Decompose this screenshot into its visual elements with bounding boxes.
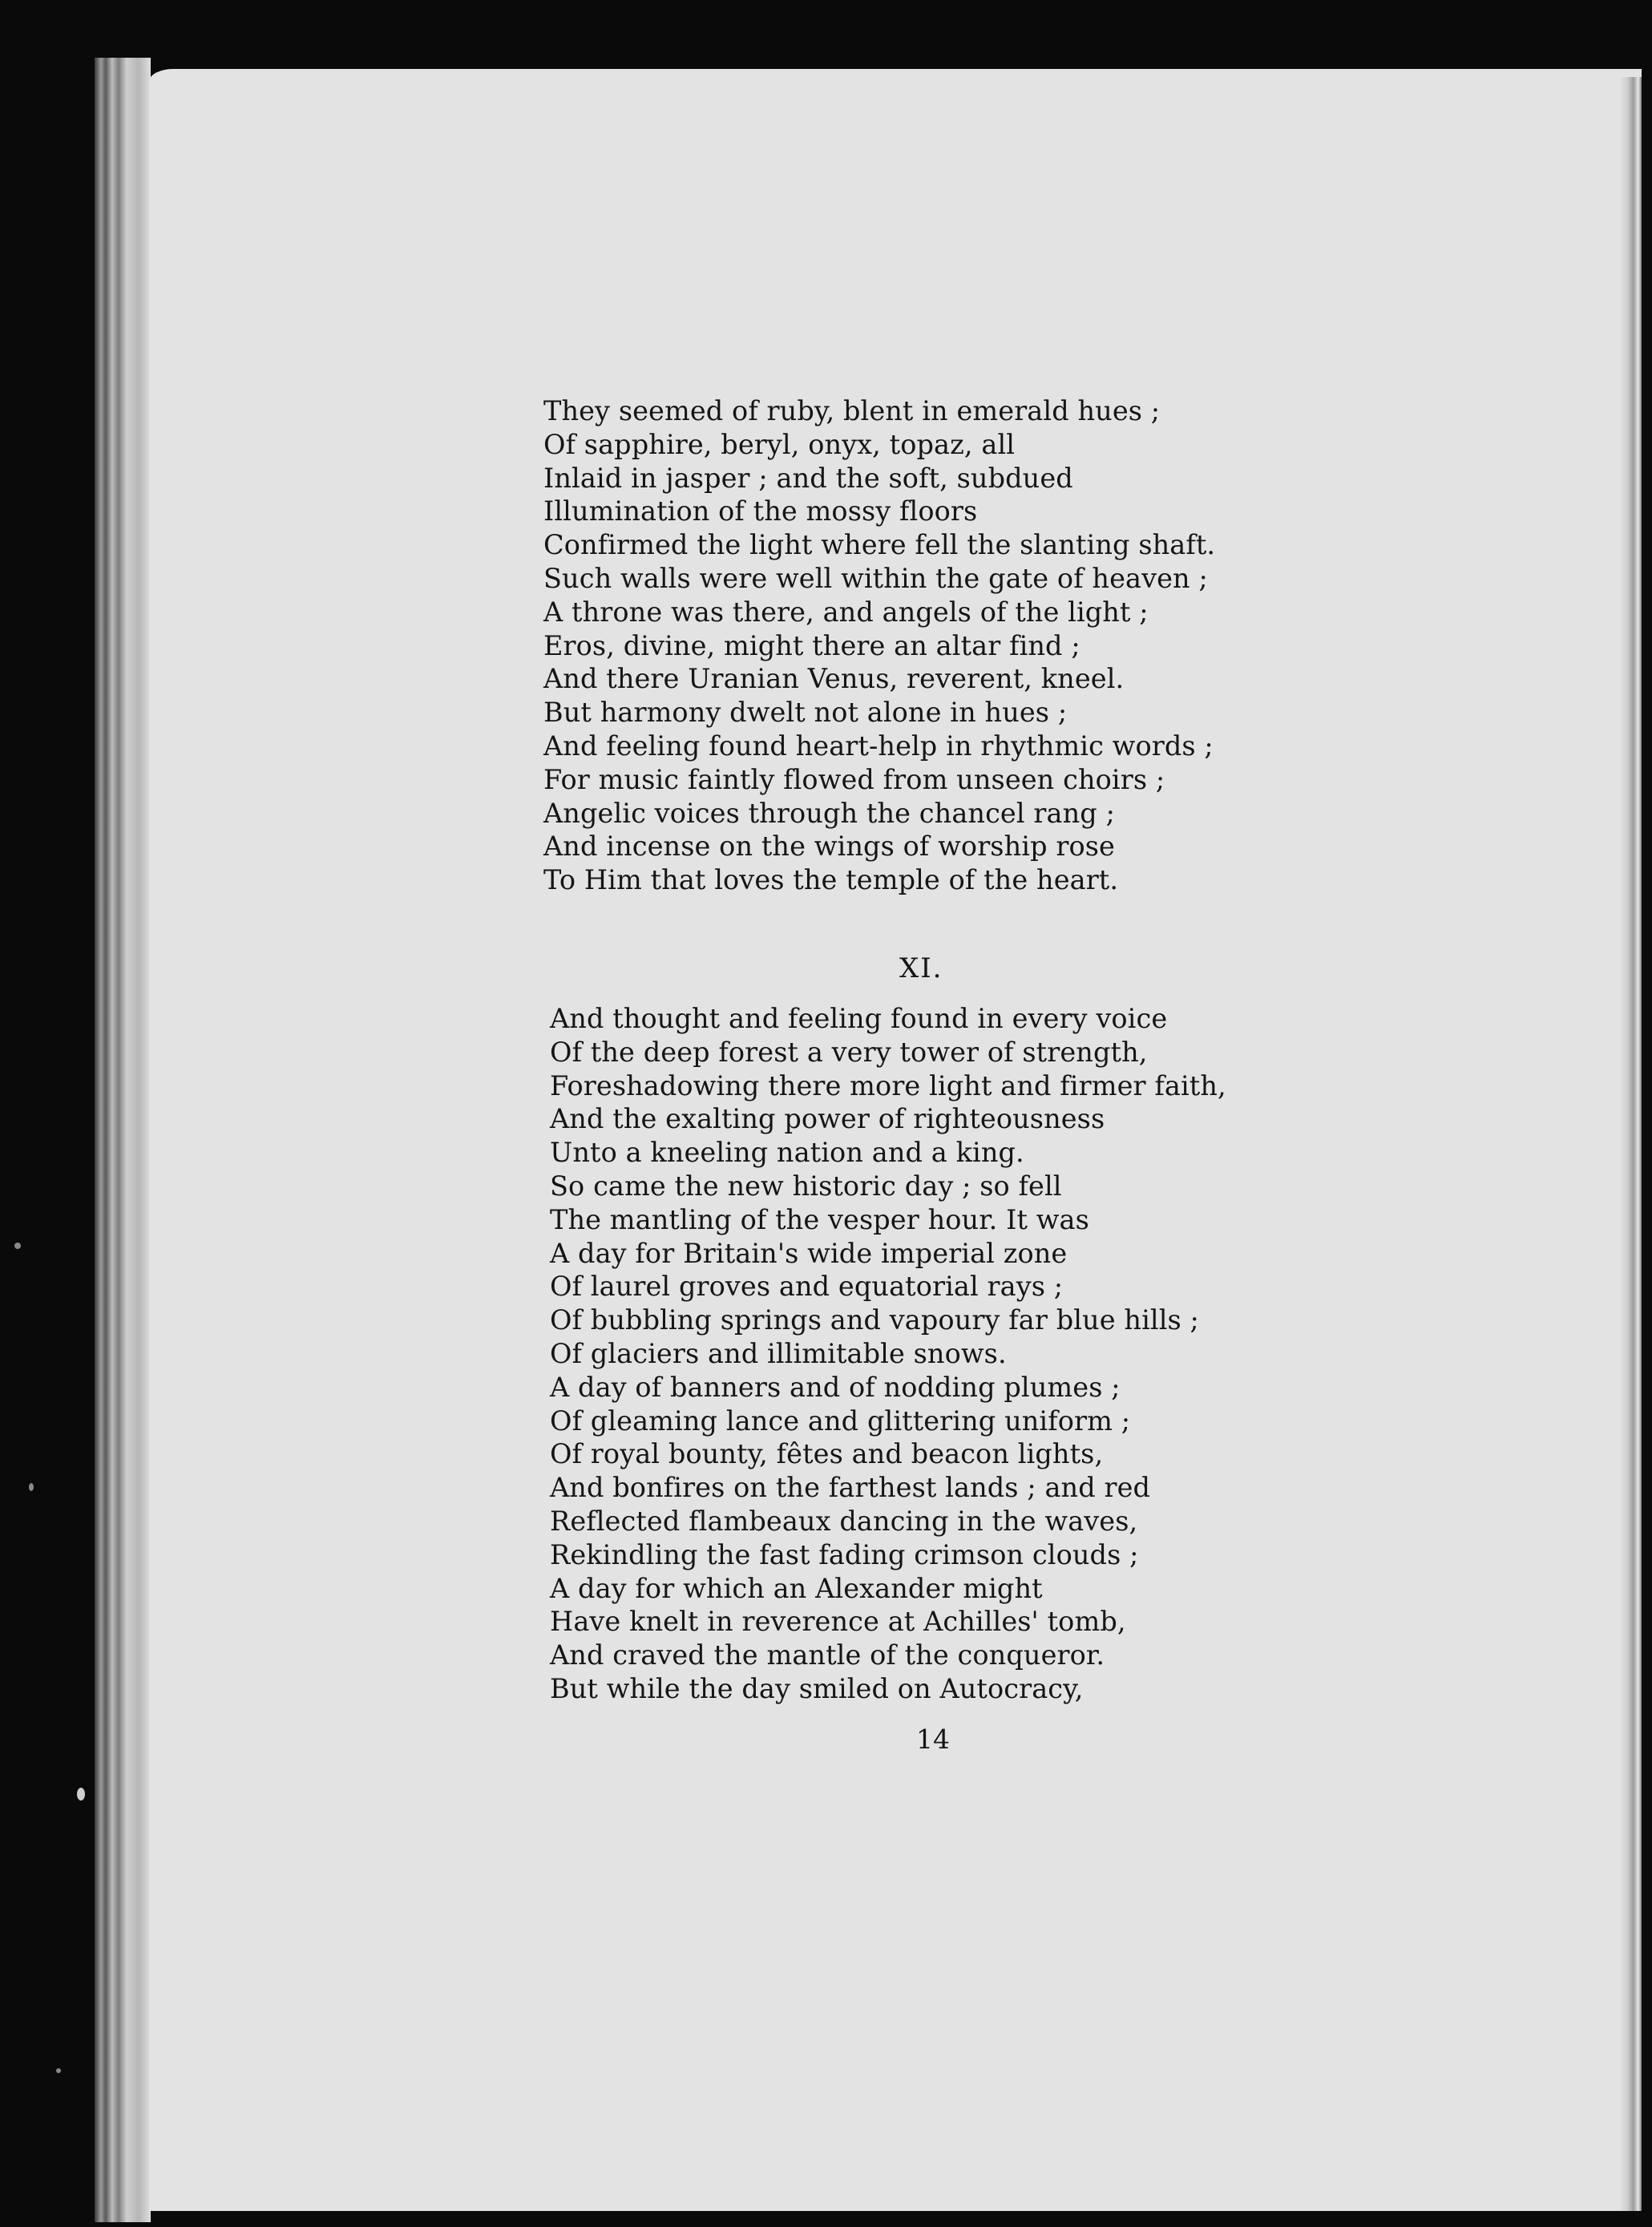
verse-line: A day for which an Alexander might	[550, 1572, 1043, 1604]
verse-line: Inlaid in jasper ; and the soft, subdued	[543, 462, 1073, 494]
verse-line: Unto a kneeling nation and a king.	[550, 1137, 1024, 1169]
verse-line: And bonfires on the farthest lands ; and red	[550, 1472, 1151, 1504]
verse-line: And feeling found heart-help in rhythmic words ;	[543, 730, 1214, 762]
verse-line: And the exalting power of righteousness	[550, 1103, 1105, 1135]
verse-line: And incense on the wings of worship rose	[543, 831, 1115, 863]
verse-line: Rekindling the fast fading crimson clouds ;	[550, 1538, 1139, 1570]
stanza-1	[543, 394, 1215, 897]
book-spine-edge	[95, 58, 151, 2222]
verse-line: The mantling of the vesper hour. It was	[550, 1203, 1089, 1235]
verse-line: A throne was there, and angels of the light ;	[543, 596, 1149, 628]
verse-line: A day for Britain's wide imperial zone	[550, 1237, 1068, 1269]
dust-speck	[14, 1243, 21, 1249]
dust-speck	[29, 1483, 34, 1491]
verse-line: And craved the mantle of the conqueror.	[550, 1639, 1105, 1671]
verse-line: Confirmed the light where fell the slanting shaft.	[543, 529, 1216, 561]
verse-line: A day of banners and of nodding plumes ;	[550, 1371, 1121, 1403]
section-heading: XI.	[899, 952, 943, 984]
dust-speck	[77, 1788, 85, 1801]
page-right-edge	[1619, 77, 1642, 2211]
verse-line: But harmony dwelt not alone in hues ;	[543, 697, 1068, 729]
verse-line: Of sapphire, beryl, onyx, topaz, all	[543, 428, 1016, 460]
verse-line: Eros, divine, might there an altar find ;	[543, 629, 1080, 661]
verse-line: Reflected flambeaux dancing in the waves,	[550, 1505, 1138, 1537]
verse-line: Such walls were well within the gate of heaven ;	[543, 562, 1208, 594]
verse-line: Illumination of the mossy floors	[543, 495, 978, 527]
verse-line: And thought and feeling found in every voice	[550, 1003, 1168, 1034]
verse-line: They seemed of ruby, blent in emerald hues ;	[543, 395, 1161, 426]
verse-line: Foreshadowing there more light and firmer faith,	[550, 1069, 1226, 1101]
dust-speck	[56, 2068, 61, 2073]
verse-line: Have knelt in reverence at Achilles' tomb,	[550, 1606, 1126, 1638]
verse-line: Of laurel groves and equatorial rays ;	[550, 1271, 1064, 1303]
verse-line: And there Uranian Venus, reverent, kneel.	[543, 663, 1125, 695]
verse-line: Of the deep forest a very tower of strength,	[550, 1036, 1148, 1068]
stanza-2	[550, 1002, 1226, 1706]
page-number: 14	[916, 1724, 950, 1755]
verse-line: But while the day smiled on Autocracy,	[550, 1672, 1084, 1704]
verse-line: Of gleaming lance and glittering uniform ;	[550, 1405, 1131, 1437]
verse-line: Of royal bounty, fêtes and beacon lights,	[550, 1438, 1104, 1470]
verse-line: Of bubbling springs and vapoury far blue hills ;	[550, 1304, 1199, 1336]
verse-line: Angelic voices through the chancel rang ;	[543, 797, 1115, 829]
verse-line: For music faintly flowed from unseen choirs ;	[543, 763, 1165, 795]
verse-line: Of glaciers and illimitable snows.	[550, 1337, 1007, 1369]
verse-line: So came the new historic day ; so fell	[550, 1170, 1062, 1202]
verse-line: To Him that loves the temple of the heart.	[543, 864, 1119, 896]
